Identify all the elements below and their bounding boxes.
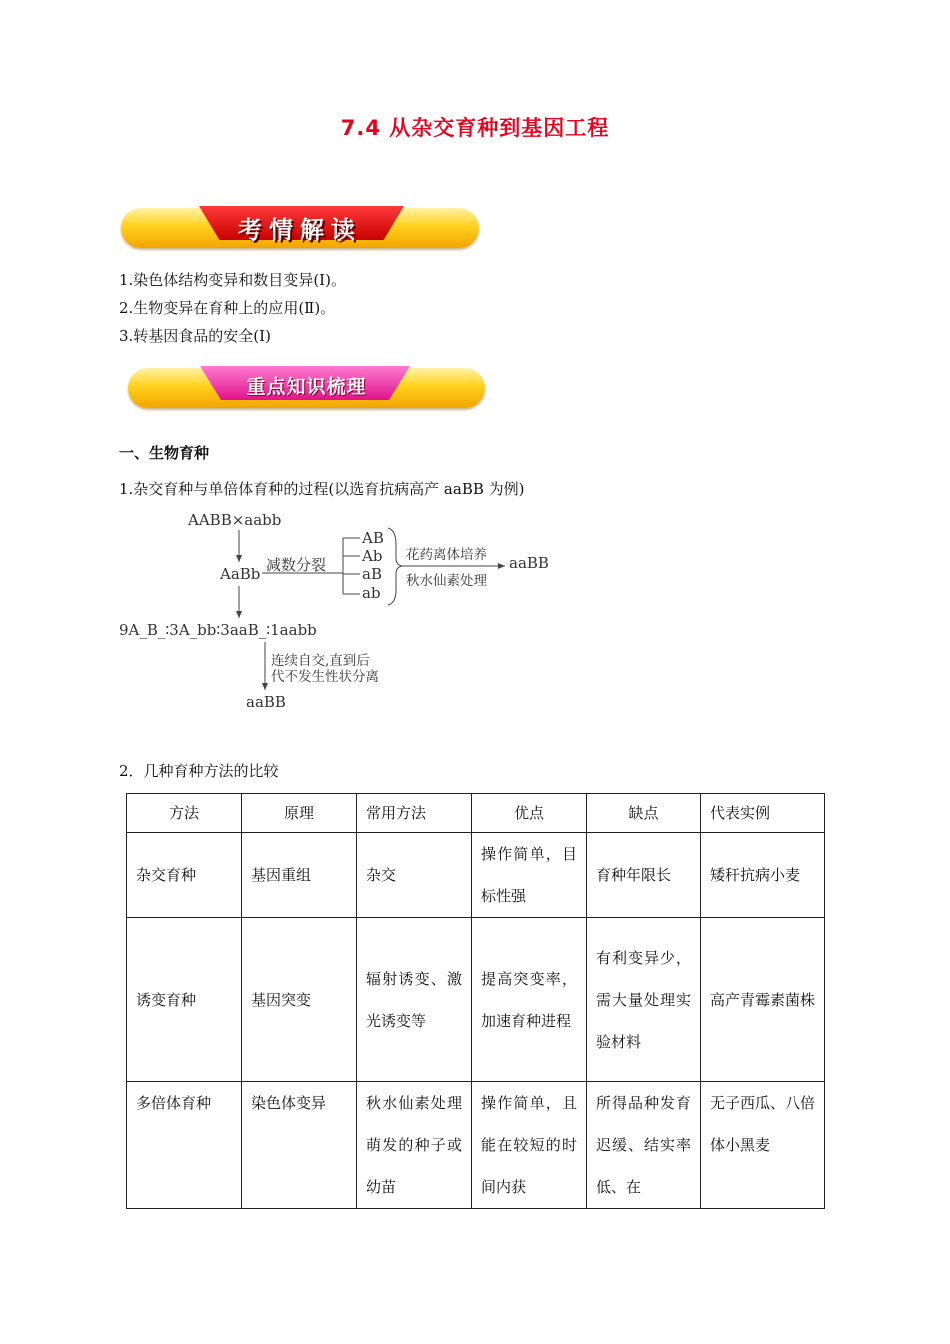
table-cell: 杂交 xyxy=(357,833,472,918)
table-cell: 诱变育种 xyxy=(127,918,242,1082)
page-title: 7.4 从杂交育种到基因工程 xyxy=(340,116,610,140)
colchicine-label: 秋水仙素处理 xyxy=(406,573,487,589)
header-disadvantage: 缺点 xyxy=(587,794,701,833)
breeding-process-heading: 1.杂交育种与单倍体育种的过程(以选育抗病高产 aaBB 为例) xyxy=(119,480,525,498)
exam-point-1: 1.染色体结构变异和数目变异(Ⅰ)。 xyxy=(119,271,346,289)
header-common-method: 常用方法 xyxy=(357,794,472,833)
header-example: 代表实例 xyxy=(701,794,825,833)
table-cell: 提高突变率，加速育种进程 xyxy=(472,918,587,1082)
table-cell: 所得品种发育迟缓、结实率低、在 xyxy=(587,1082,701,1209)
gamete-ab-1: AB xyxy=(362,529,384,547)
table-cell: 杂交育种 xyxy=(127,833,242,918)
f2-ratio: 9A_B_∶3A_bb∶3aaB_∶1aabb xyxy=(119,621,317,639)
table-cell: 辐射诱变、激光诱变等 xyxy=(357,918,472,1082)
table-cell: 基因突变 xyxy=(242,918,357,1082)
table-row xyxy=(127,1082,825,1209)
table-cell: 有利变异少，需大量处理实验材料 xyxy=(587,918,701,1082)
exam-point-3: 3.转基因食品的安全(Ⅰ) xyxy=(119,327,271,345)
gamete-brace xyxy=(388,528,402,605)
anther-culture-label: 花药离体培养 xyxy=(406,547,487,563)
section-heading: 一、生物育种 xyxy=(119,444,210,462)
comparison-heading: 2．几种育种方法的比较 xyxy=(119,762,279,780)
haploid-result: aaBB xyxy=(509,554,549,572)
table-cell: 高产青霉素菌株 xyxy=(701,918,825,1082)
final-genotype: aaBB xyxy=(246,693,286,711)
gamete-ab-4: ab xyxy=(362,584,381,602)
table-cell: 育种年限长 xyxy=(587,833,701,918)
breeding-comparison-table xyxy=(126,793,825,1209)
table-header-row xyxy=(127,794,825,833)
meiosis-label: 减数分裂 xyxy=(266,556,327,574)
table-row xyxy=(127,833,825,918)
header-advantage: 优点 xyxy=(472,794,587,833)
table-cell: 染色体变异 xyxy=(242,1082,357,1209)
table-cell: 无子西瓜、八倍体小黑麦 xyxy=(701,1082,825,1209)
table-cell: 矮秆抗病小麦 xyxy=(701,833,825,918)
table-cell: 操作简单，目标性强 xyxy=(472,833,587,918)
header-method: 方法 xyxy=(127,794,242,833)
selfing-note-2: 代不发生性状分离 xyxy=(271,669,379,685)
gamete-ab-3: aB xyxy=(362,565,382,583)
selfing-note-1: 连续自交,直到后 xyxy=(271,653,370,669)
banner-label: 考情解读 xyxy=(238,216,362,244)
table-cell: 秋水仙素处理萌发的种子或幼苗 xyxy=(357,1082,472,1209)
exam-point-2: 2.生物变异在育种上的应用(Ⅱ)。 xyxy=(119,299,336,317)
f1-genotype: AaBb xyxy=(220,565,261,583)
table-cell: 操作简单，且能在较短的时间内获 xyxy=(472,1082,587,1209)
table-cell: 多倍体育种 xyxy=(127,1082,242,1209)
table-cell: 基因重组 xyxy=(242,833,357,918)
table-row xyxy=(127,918,825,1082)
gamete-ab-2: Ab xyxy=(362,547,383,565)
parental-cross: AABB×aabb xyxy=(188,511,282,529)
header-principle: 原理 xyxy=(242,794,357,833)
banner-label: 重点知识梳理 xyxy=(246,376,367,398)
